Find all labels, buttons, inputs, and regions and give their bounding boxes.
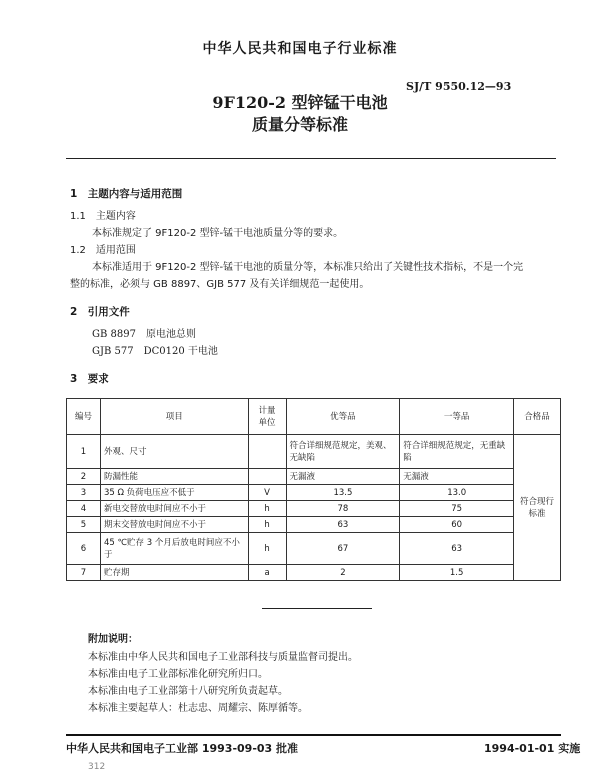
header-unit-line2: 单位 (258, 417, 276, 428)
page-title: 9F120-2 型锌锰干电池 (212, 93, 388, 112)
implementation-date: 1994-01-01 实施 (484, 742, 581, 755)
row-no: 2 (67, 469, 101, 485)
section-2-heading: 2 引用文件 (70, 306, 130, 318)
table-row (67, 485, 561, 501)
row-unit (248, 435, 286, 469)
row-item: 防漏性能 (100, 469, 248, 485)
header-excellent: 优等品 (286, 399, 400, 435)
row-first-grade: 63 (400, 533, 514, 565)
row-unit: V (248, 485, 286, 501)
row-first-grade: 无漏液 (400, 469, 514, 485)
section-1-1-heading: 1.1 主题内容 (70, 211, 136, 222)
row-item: 35 Ω 负荷电压应不低于 (100, 485, 248, 501)
approval-date: 中华人民共和国电子工业部 1993-09-03 批准 (66, 742, 299, 755)
header-unit (248, 399, 286, 435)
appendix-line: 本标准由电子工业部标准化研究所归口。 (88, 669, 268, 680)
row-no: 4 (67, 501, 101, 517)
header-qualified: 合格品 (514, 399, 561, 435)
page-number: 312 (88, 762, 106, 772)
row-first-grade: 符合详细规范规定，无重缺陷 (400, 435, 514, 469)
table-row (67, 517, 561, 533)
row-first-grade: 60 (400, 517, 514, 533)
section-1-1-text: 本标准规定了 9F120-2 型锌-锰干电池质量分等的要求。 (92, 228, 344, 239)
reference-2: GJB 577 DC0120 干电池 (92, 346, 218, 357)
table-row (67, 435, 561, 469)
table-row (67, 501, 561, 517)
page-subtitle: 质量分等标准 (251, 115, 348, 134)
header-first-grade: 一等品 (400, 399, 514, 435)
row-item: 新电交替放电时间应不小于 (100, 501, 248, 517)
table-row (67, 533, 561, 565)
row-item: 贮存期 (100, 565, 248, 581)
reference-1: GB 8897 原电池总则 (92, 329, 196, 340)
header-item: 项目 (100, 399, 248, 435)
row-excellent: 符合详细规范规定，美观、无缺陷 (286, 435, 400, 469)
row-no: 7 (67, 565, 101, 581)
appendix-line: 本标准由电子工业部第十八研究所负责起草。 (88, 686, 288, 697)
row-excellent: 78 (286, 501, 400, 517)
row-no: 6 (67, 533, 101, 565)
section-1-2-text-line2: 整的标准，必须与 GB 8897、GJB 577 及有关详细规范一起使用。 (70, 279, 370, 290)
row-no: 1 (67, 435, 101, 469)
appendix-title: 附加说明： (88, 634, 138, 645)
row-excellent: 无漏液 (286, 469, 400, 485)
row-unit: h (248, 533, 286, 565)
row-unit: a (248, 565, 286, 581)
requirements-table (66, 398, 561, 581)
row-first-grade: 75 (400, 501, 514, 517)
table-header-row (67, 399, 561, 435)
row-no: 5 (67, 517, 101, 533)
row-item: 期末交替放电时间应不小于 (100, 517, 248, 533)
section-3-heading: 3 要求 (70, 373, 109, 385)
row-excellent: 13.5 (286, 485, 400, 501)
row-item: 45 ℃贮存 3 个月后放电时间应不小于 (100, 533, 248, 565)
row-no: 3 (67, 485, 101, 501)
row-excellent: 2 (286, 565, 400, 581)
row-excellent: 63 (286, 517, 400, 533)
appendix-line: 本标准由中华人民共和国电子工业部科技与质量监督司提出。 (88, 652, 358, 663)
qualified-note: 符合现行标准 (514, 435, 561, 581)
row-unit: h (248, 517, 286, 533)
header-unit-line1: 计量 (258, 405, 276, 416)
row-item: 外观、尺寸 (100, 435, 248, 469)
row-unit: h (248, 501, 286, 517)
section-1-2-text-line1: 本标准适用于 9F120-2 型锌-锰干电池的质量分等，本标准只给出了关键性技术指标，不是一个完 (92, 262, 524, 273)
standard-number: SJ/T 9550.12—93 (406, 80, 512, 93)
row-first-grade: 1.5 (400, 565, 514, 581)
section-1-2-heading: 1.2 适用范围 (70, 245, 136, 256)
row-excellent: 67 (286, 533, 400, 565)
header-no: 编号 (67, 399, 101, 435)
footer-divider (66, 734, 561, 736)
row-unit (248, 469, 286, 485)
appendix-line: 本标准主要起草人：杜志忠、周耀宗、陈厚循等。 (88, 703, 308, 714)
table-row (67, 565, 561, 581)
header-divider (66, 158, 556, 159)
table-end-divider (262, 608, 372, 609)
issuing-organization: 中华人民共和国电子行业标准 (202, 41, 398, 57)
section-1-heading: 1 主题内容与适用范围 (70, 188, 183, 200)
row-first-grade: 13.0 (400, 485, 514, 501)
table-row (67, 469, 561, 485)
